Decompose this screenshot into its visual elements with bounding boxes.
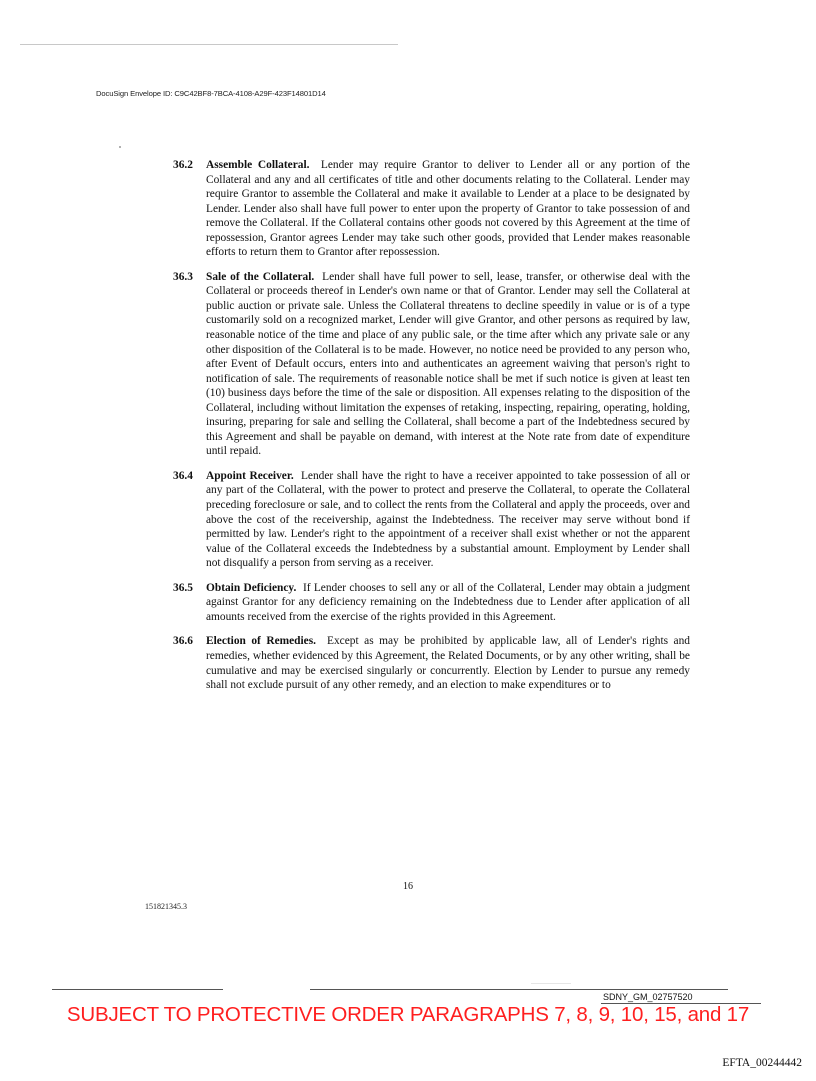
section-36-4 bbox=[173, 469, 690, 571]
section-text: Lender shall have the right to have a receiver appointed to take possession of all or any part of the Collateral, with the power to protect and preserve the Collateral, to operate the Collateral preceding foreclosure or sale, and to collect the rents from the Collateral and apply the proceeds, over and above the cost of the receivership, against the Indebtedness. The receiver may serve without bond if permitted by law. Lender's right to the appointment of a receiver shall exist whether or not the apparent value of the Collateral exceeds the Indebtedness by a substantial amount. Employment by Lender shall not disqualify a person from serving as a receiver. bbox=[206, 469, 691, 570]
section-text: Except as may be prohibited by applicable law, all of Lender's rights and remedies, whether evidenced by this Agreement, the Related Documents, or by any other writing, shall be cumulative and may be exercised singularly or concurrently. Election by Lender to pursue any remedy shall not exclude pursuit of any other remedy, and an election to make expenditures or to bbox=[206, 635, 691, 692]
section-36-2 bbox=[173, 158, 690, 260]
section-text: Lender shall have full power to sell, lease, transfer, or otherwise deal with the Collateral or proceeds thereof in Lender's own name or that of Grantor. Lender may sell the Collateral at public auction or private sale. Unless the Collateral threatens to decline speedily in value or is of a type customarily sold on a recognized market, Lender will give Grantor, and other persons as required by law, reasonable notice of the time and place of any public sale, or the time after which any private sale or any other disposition of the Collateral is to be made. However, no notice need be provided to any person who, after Event of Default occurs, enters into and authenticates an agreement waiving that person's right to notification of sale. The requirements of reasonable notice shall be met if such notice is given at least ten (10) business days before the time of the sale or disposition. All expenses relating to the disposition of the Collateral, including without limitation the expenses of retaking, inspecting, repairing, operating, holding, insuring, preparing for sale and selling the Collateral, shall become a part of the Indebtedness secured by this Agreement and shall be payable on demand, with interest at the Note rate from date of expenditure until repaid. bbox=[206, 270, 690, 458]
section-text: Lender may require Grantor to deliver to Lender all or any portion of the Collateral and any and all certificates of title and other documents relating to the Collateral. Lender may require Grantor to assemble the Collateral and make it available to Lender at a place to be designated by Lender. Lender also shall have full power to enter upon the property of Grantor to take possession of and remove the Collateral. If the Collateral contains other goods not covered by this Agreement at the time of repossession, Grantor agrees Lender may take such other goods, provided that Lender makes reasonable efforts to return them to Grantor after repossession. bbox=[206, 159, 690, 259]
bottom-rule-right bbox=[310, 989, 728, 990]
section-number: 36.3 bbox=[173, 270, 193, 283]
docusign-envelope-id: DocuSign Envelope ID: C9C42BF8-7BCA-4108-A29F-423F14801D14 bbox=[96, 89, 326, 98]
section-number: 36.4 bbox=[173, 469, 193, 482]
speck bbox=[119, 146, 121, 148]
section-36-3 bbox=[173, 270, 690, 459]
section-title: Sale of the Collateral. bbox=[206, 270, 315, 283]
section-number: 36.5 bbox=[173, 581, 193, 594]
efta-number: EFTA_00244442 bbox=[722, 1057, 802, 1069]
section-text: If Lender chooses to sell any or all of the Collateral, Lender may obtain a judgment against Grantor for any deficiency remaining on the Indebtedness due to Lender after application of all amounts received from the exercise of the rights provided in this Agreement. bbox=[206, 581, 690, 623]
bates-number: SDNY_GM_02757520 bbox=[603, 992, 693, 1002]
section-number: 36.2 bbox=[173, 159, 193, 171]
section-number: 36.6 bbox=[173, 635, 193, 648]
document-body bbox=[173, 158, 690, 703]
top-rule bbox=[20, 44, 398, 45]
faint-divider bbox=[531, 983, 571, 984]
section-36-5 bbox=[173, 581, 690, 625]
bottom-rule-left bbox=[52, 989, 223, 990]
protective-order-notice: SUBJECT TO PROTECTIVE ORDER PARAGRAPHS 7, 8, 9, 10, 15, and 17 bbox=[66, 1003, 750, 1026]
document-code: 151821345.3 bbox=[145, 902, 187, 911]
section-title: Election of Remedies. bbox=[206, 635, 317, 648]
page-number: 16 bbox=[403, 881, 413, 892]
section-36-6 bbox=[173, 634, 690, 692]
section-title: Obtain Deficiency. bbox=[206, 581, 297, 594]
section-title: Assemble Collateral. bbox=[206, 159, 310, 171]
section-title: Appoint Receiver. bbox=[206, 469, 294, 482]
